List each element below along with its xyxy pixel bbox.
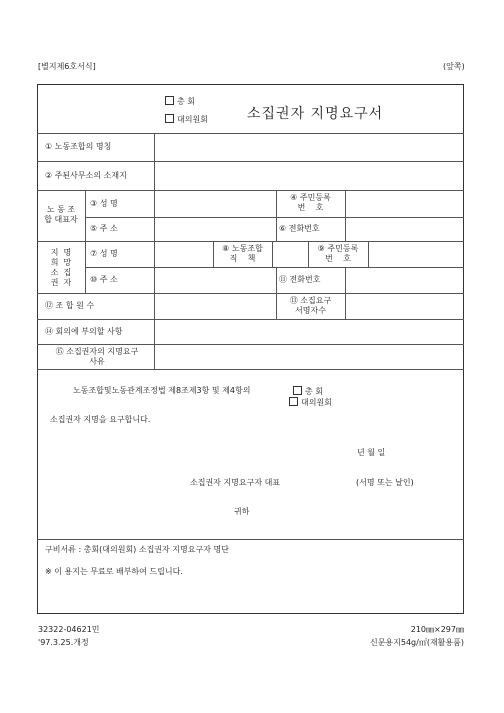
form-code: 32322-04621민 [38,625,100,634]
office-address-label: ② 주된사무소의 소재지 [45,171,127,180]
row-divider [85,267,464,268]
union-name-label: ① 노동조합의 명칭 [45,142,112,151]
request-text: 소집권자 지명을 요구합니다. [50,415,151,424]
row-divider [37,344,464,345]
option-label: 총 회 [305,387,323,396]
signature-note: (서명 또는 날인) [356,478,414,487]
row-divider [37,133,464,134]
paper-type: 신문용지54g/㎡(재활용품) [369,638,464,647]
legal-basis-text: 노동조합및노동관계조정법 제8조제3항 및 제4항의 [73,386,251,395]
reason-label: ⑮ 소집권자의 지명요구 사유 [55,347,139,366]
column-divider [345,267,346,319]
column-divider [345,190,346,241]
column-divider [272,241,273,267]
body-option-general[interactable] [293,386,323,397]
nominee-position-label: ⑧ 노동조합 직 책 [222,244,263,263]
column-divider [368,241,369,267]
column-divider [85,190,86,293]
rep-name-label: ③ 성 명 [90,199,118,208]
nominee-address-label: ⑩ 주 소 [90,275,118,284]
checkbox-icon[interactable] [165,114,174,123]
row-divider [37,319,464,320]
addressee-label: 귀하 [234,507,250,516]
nominee-id-label: ⑨ 주민등록 번 호 [317,244,359,263]
nominee-name-label: ⑦ 성 명 [90,249,118,258]
row-divider [37,369,464,370]
attachments-note: 구비서류 : 총회(대의원회) 소집권자 지명요구자 명단 [45,545,229,554]
row-divider [85,217,464,218]
signer-count-label: ⑬ 소집요구 서명자수 [289,296,332,315]
option-label: 총 회 [177,97,195,106]
body-option-delegates[interactable] [289,397,332,408]
date-line: 년 월 일 [357,448,386,457]
option-label: 대의원회 [177,115,208,124]
checkbox-icon[interactable] [289,397,298,406]
free-distribution-note: ※ 이 용지는 무료로 배부하여 드립니다. [45,567,183,576]
page-side-label: (앞쪽) [443,62,465,71]
row-divider [37,293,464,294]
option-delegates-meeting[interactable] [165,114,208,125]
rep-id-label: ④ 주민등록 번 호 [290,193,331,212]
representative-group-label: 노 동 조 합 대표자 [44,205,78,224]
nominee-phone-label: ⑪ 전화번호 [279,275,321,284]
checkbox-icon[interactable] [293,386,302,395]
member-count-label: ⑫ 조 합 원 수 [45,301,95,310]
signer-label: 소집권자 지명요구자 대표 [190,478,281,487]
row-divider [37,539,464,540]
agenda-label: ⑭ 회의에 부의할 사항 [45,327,123,336]
option-label: 대의원회 [301,398,332,407]
row-divider [37,190,464,191]
row-divider [37,241,464,242]
row-divider [37,161,464,162]
form-title: 소집권자 지명요구서 [247,106,384,122]
rep-phone-label: ⑥ 전화번호 [279,224,320,233]
option-general-meeting[interactable] [165,96,195,107]
nominee-group-label: 지 명 희 망 소 집 권 자 [50,248,72,287]
column-divider [154,133,155,369]
checkbox-icon[interactable] [165,96,174,105]
paper-size: 210㎜×297㎜ [410,625,464,634]
form-number: [별지제6호서식] [38,62,96,71]
revision-date: '97.3.25.개정 [38,638,89,647]
rep-address-label: ⑤ 주 소 [90,224,118,233]
